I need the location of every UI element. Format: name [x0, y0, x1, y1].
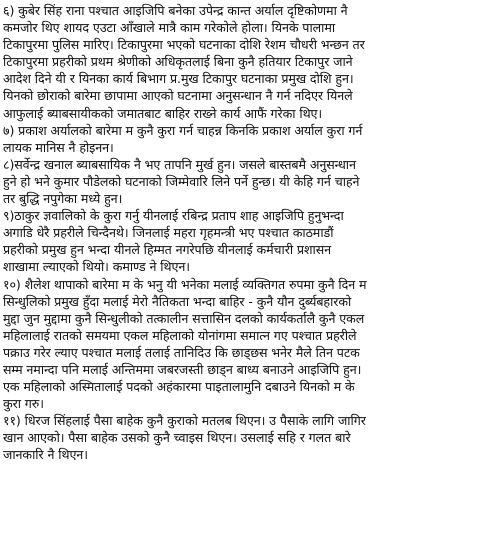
document-body — [3, 2, 483, 464]
text-line: सिन्धुलिको प्रमुख हुँदा मलाई मेरो नैतिकता भन्दा बाहिर - कुनै यौन दुर्ब्यबहारको — [3, 293, 352, 309]
text-line: ८)सर्वेन्द्र खनाल ब्याबसायिक नै भए तापनि मुर्ख हुन। जसले बास्तबमै अनुसन्धान — [3, 156, 356, 172]
text-line: कुरा गरु। — [3, 396, 44, 412]
text-line: एक महिलाको अस्मितालाई पदको अहंकारमा पाइतालामुनि दबाउने यिनको म के — [3, 379, 355, 395]
text-line: अगाडि धेरै प्रहरीले चिन्दैनथे। जिनलाई महरा गृहमन्त्री भए पश्चात काठमाडौं — [3, 225, 334, 241]
text-line: कमजोर थिए शायद एउटा आँखाले मात्रै काम गरेकोले होला। यिनके पालामा — [3, 20, 336, 36]
text-line: १०) शैलेश थापाको बारेमा म के भनु यी भनेका मलाई व्यक्तिगत रुपमा कुनै दिन म — [3, 276, 367, 292]
text-line: ११) धिरज सिंहलाई पैसा बाहेक कुनै कुराको मतलब थिएन। उ पैसाके लागि जागिर — [3, 413, 366, 429]
text-line: ७) प्रकाश अर्यालको बारेमा म कुनै कुरा गर्न चाहन्न किनकि प्रकाश अर्याल कुरा गर्न — [3, 122, 363, 138]
text-line: ९)ठाकुर ज्ञवालिको के कुरा गर्नु यीनलाई रबिन्द्र प्रताप शाह आइजिपि हुनुभन्दा — [3, 208, 344, 224]
text-line: लायक मानिस नै होइनन। — [3, 139, 114, 155]
text-line: आदेश दिने यी र यिनका कार्य बिभाग प्र.मुख टिकापुर घटनाका प्रमुख दोशि हुन। — [3, 71, 354, 87]
text-line: ६) कुबेर सिंह राना पश्चात आइजिपि बनेका उपेन्द्र कान्त अर्याल दृष्टिकोणमा नै — [3, 3, 348, 18]
text-line: तर बुद्धि नपुगेका मध्ये हुन। — [3, 191, 123, 207]
text-line: आफुलाई ब्याबसायीकको जमातबाट बाहिर राख्ने कार्य आफैं गरेका थिए। — [3, 105, 323, 121]
text-line: शाखामा ल्याएको थियो। कमाण्ड ने थिएन। — [3, 259, 190, 275]
text-line: महिलालाई रातको समयमा एकल महिलाको योनांगमा समात्न गए पश्चात प्रहरीले — [3, 327, 357, 343]
text-line: टिकापुरमा पुलिस मारिए। टिकापुरमा भएको घटनाका दोशि रेशम चौधरी भन्छन तर — [3, 37, 365, 53]
text-line: हुने हो भने कुमार पौडेलको घटनाको जिम्मेवारि लिने पर्ने हुन्छ। यी केहि गर्न चाहने — [3, 173, 360, 189]
text-line: सम्म नमान्दा पनि मलाई अन्तिममा जबरजस्ती छाड्न बाध्य बनाउने आइजिपि हुन। — [3, 361, 362, 377]
text-line: प्रहरीको प्रमुख हुन भन्दा यीनले हिम्मत नगरेपछि यीनलाई कर्मचारी प्रशासन — [3, 242, 331, 258]
text-line: मुद्दा जुन मुद्दामा कुनै सिन्धुलीको तत्कालीन सत्तासिन दलको कार्यकर्तालै कुनै एकल — [3, 310, 365, 326]
text-line: यिनको छोराको बारेमा छापामा आएको घटनामा अनुसन्धान नै गर्न नदिएर यिनले — [3, 88, 353, 104]
text-line: जानकारि नै थिएन। — [3, 447, 88, 463]
text-line: खान आएको। पैसा बाहेक उसको कुनै च्वाइस थिएन। उसलाई सहि र गलत बारे — [3, 430, 351, 446]
text-line: टिकापुरमा प्रहरीको प्रथम श्रेणीको अधिकृतलाई बिना कुनै हतियार टिकापुर जाने — [3, 54, 353, 70]
text-line: पक्राउ गरेर ल्याए पश्चात मलाई तलाई तानिदिउ कि छाड्छस भनेर मैले तिन पटक — [3, 344, 360, 360]
